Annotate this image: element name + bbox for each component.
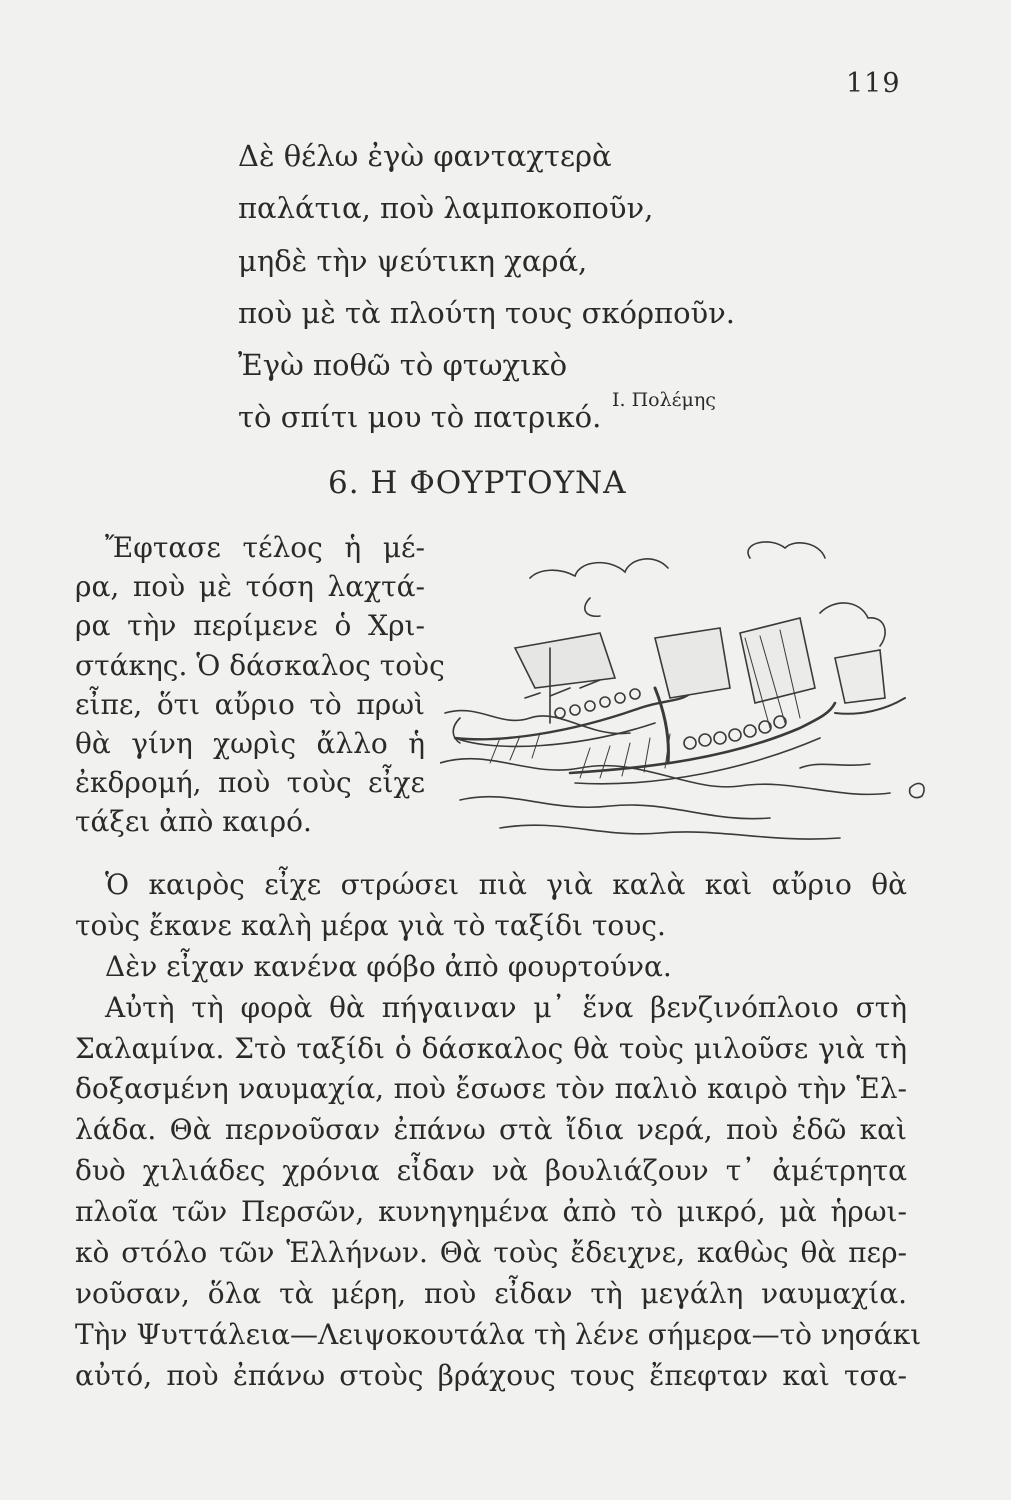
text-line: στάκης. Ὁ δάσκαλος τοὺς xyxy=(75,648,445,682)
text-line: θὰ γίνη χωρὶς ἄλλο ἡ xyxy=(75,726,425,760)
text-line: εἶπε, ὅτι αὔριο τὸ πρωὶ xyxy=(75,687,425,721)
text-line: πλοῖα τῶν Περσῶν, κυνηγημένα ἀπὸ τὸ μικρό, μὰ ἡρωι- xyxy=(75,1195,907,1229)
poem-line: Δὲ θέλω ἐγὼ φανταχτερὰ xyxy=(238,139,612,173)
page-number: 119 xyxy=(846,68,901,99)
body-text xyxy=(75,865,922,1397)
text-line: λάδα. Θὰ περνοῦσαν ἐπάνω στὰ ἴδια νερά, ποὺ ἐδῶ καὶ xyxy=(75,1113,907,1147)
text-line: ρα, ποὺ μὲ τόση λαχτά- xyxy=(75,570,425,604)
text-line: τοὺς ἔκανε καλὴ μέρα γιὰ τὸ ταξίδι τους. xyxy=(75,908,666,942)
text-line: ρα τὴν περίμενε ὁ Χρι- xyxy=(75,609,425,643)
text-line: Ὁ καιρὸς εἶχε στρώσει πιὰ γιὰ καλὰ καὶ αὔριο θὰ xyxy=(105,868,907,901)
wrapped-paragraph xyxy=(75,528,445,842)
ships-in-storm-illustration xyxy=(440,538,930,860)
poem-line: ποὺ μὲ τὰ πλούτη τους σκόρποῦν. xyxy=(238,295,736,330)
text-line: ἐκδρομή, ποὺ τοὺς εἶχε xyxy=(75,766,425,800)
text-line: τάξει ἀπὸ καιρό. xyxy=(75,805,312,839)
poem-line: παλάτια, ποὺ λαμποκοποῦν, xyxy=(238,191,654,226)
text-line: νοῦσαν, ὅλα τὰ μέρη, ποὺ εἶδαν τὴ μεγάλη ναυμαχία. xyxy=(75,1276,907,1310)
text-line: αὐτό, ποὺ ἐπάνω στοὺς βράχους τους ἔπεφταν καὶ τσα- xyxy=(75,1358,907,1392)
text-line: Δὲν εἶχαν κανένα φόβο ἀπὸ φουρτούνα. xyxy=(105,949,672,983)
text-line: κὸ στόλο τῶν Ἑλλήνων. Θὰ τοὺς ἔδειχνε, καθὼς θὰ περ- xyxy=(75,1236,907,1270)
text-line: Τὴν Ψυττάλεια—Λειψοκουτάλα τὴ λένε σήμερα—τὸ νησάκι xyxy=(75,1317,922,1351)
text-line: Σαλαμίνα. Στὸ ταξίδι ὁ δάσκαλος θὰ τοὺς μιλοῦσε γιὰ τὴ xyxy=(75,1031,907,1065)
text-line: Αὐτὴ τὴ φορὰ θὰ πήγαιναν μ᾽ ἕνα βενζινόπλοιο στὴ xyxy=(105,990,907,1024)
poem-line: μηδὲ τὴν ψεύτικη χαρά, xyxy=(238,243,588,278)
poem-line: τὸ σπίτι μου τὸ πατρικό. xyxy=(238,400,602,435)
text-line: Ἔφτασε τέλος ἡ μέ- xyxy=(105,531,425,564)
poem-line: Ἐγὼ ποθῶ τὸ φτωχικὸ xyxy=(238,348,568,383)
chapter-title: 6. Η ΦΟΥΡΤΟΥΝΑ xyxy=(328,465,627,501)
poem-author: Ι. Πολέμης xyxy=(612,389,716,411)
text-line: δοξασμένη ναυμαχία, ποὺ ἔσωσε τὸν παλιὸ καιρὸ τὴν Ἑλ- xyxy=(75,1072,907,1106)
text-line: δυὸ χιλιάδες χρόνια εἶδαν νὰ βουλιάζουν τ᾽ ἀμέτρητα xyxy=(75,1154,907,1188)
